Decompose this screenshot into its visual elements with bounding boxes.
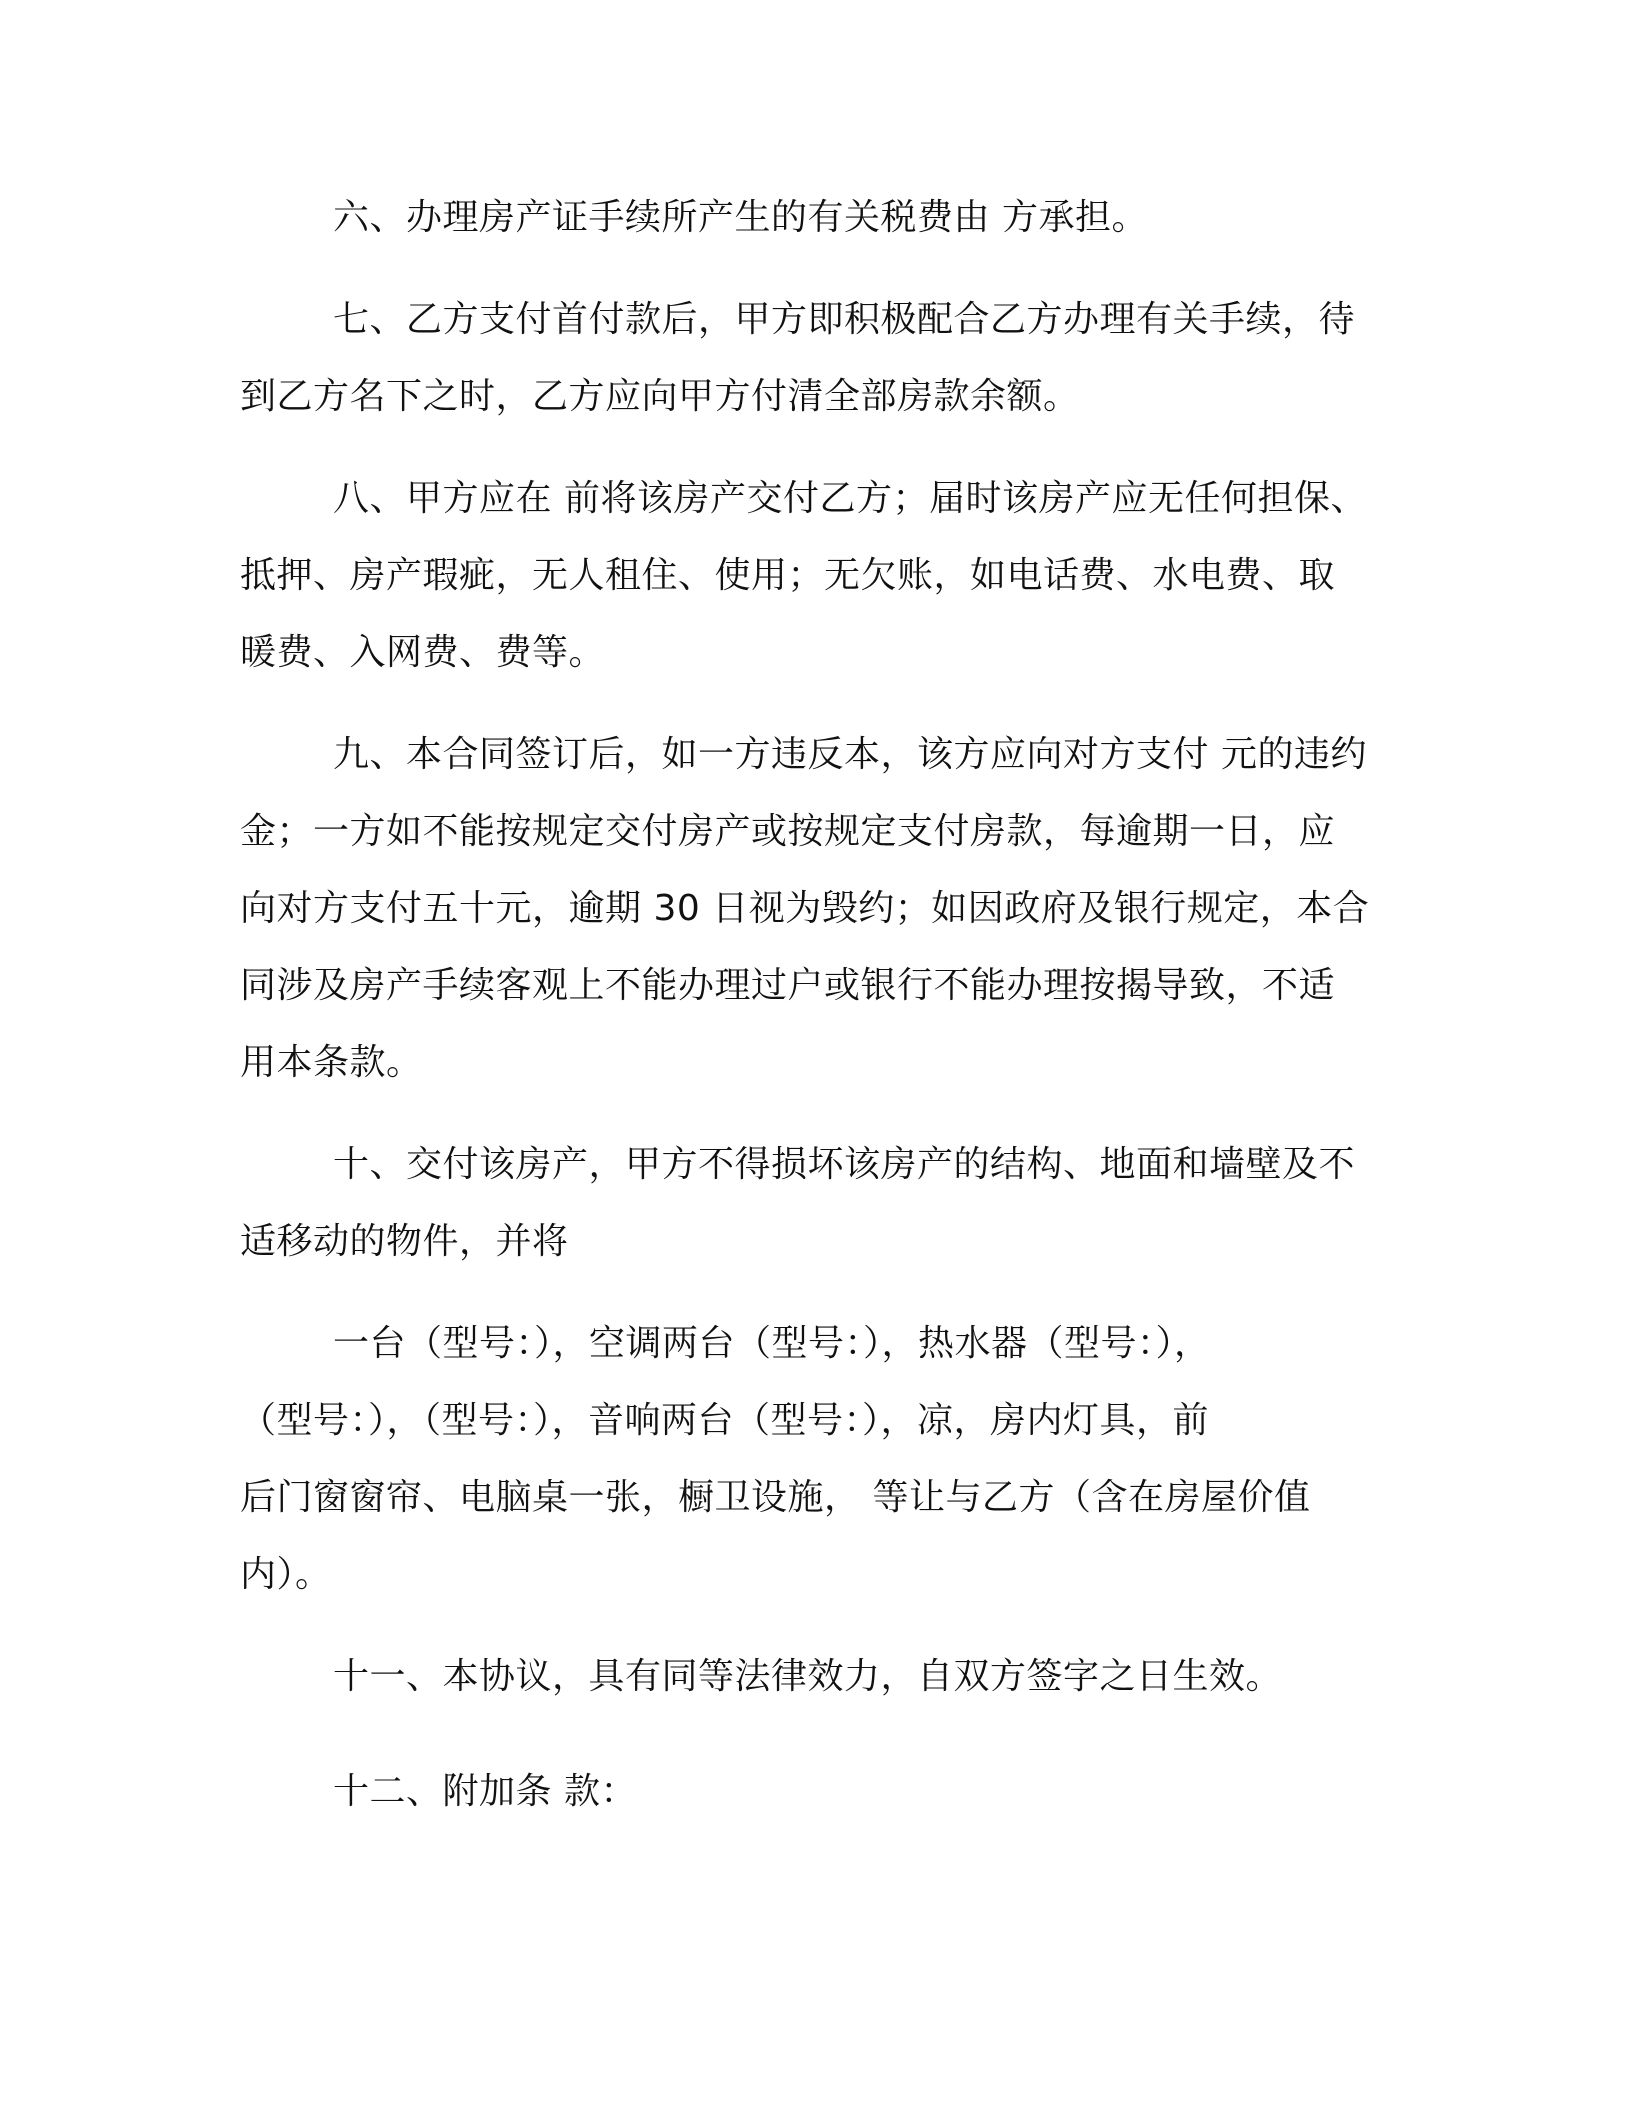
clause-10-line-2: 适移动的物件，并将 <box>240 1221 569 1262</box>
clause-10-items-line-2: （型号：），（型号：），音响两台（型号：），凉，房内灯具，前 <box>240 1400 1210 1441</box>
clause-9-line-3: 向对方支付五十元，逾期 30 日视为毁约；如因政府及银行规定，本合 <box>240 888 1370 929</box>
clause-11-line-1: 十一、本协议，具有同等法律效力，自双方签字之日生效。 <box>333 1656 1283 1697</box>
clause-8-line-3: 暖费、入网费、费等。 <box>240 632 606 673</box>
clause-12-line-1: 十二、附加条 款： <box>333 1771 637 1812</box>
clause-7-line-2: 到乙方名下之时，乙方应向甲方付清全部房款余额。 <box>240 376 1080 417</box>
clause-8-line-1: 八、甲方应在 前将该房产交付乙方；届时该房产应无任何担保、 <box>333 478 1367 519</box>
clause-10-items-line-3: 后门窗窗帘、电脑桌一张，橱卫设施， 等让与乙方（含在房屋价值 <box>240 1477 1311 1518</box>
clause-9-line-2: 金；一方如不能按规定交付房产或按规定支付房款，每逾期一日，应 <box>240 811 1336 852</box>
clause-9-line-1: 九、本合同签订后，如一方违反本，该方应向对方支付 元的违约 <box>333 734 1367 775</box>
clause-10-items-line-4: 内）。 <box>240 1554 332 1595</box>
clause-6-line-1: 六、办理房产证手续所产生的有关税费由 方承担。 <box>333 197 1148 238</box>
clause-10-line-1: 十、交付该房产，甲方不得损坏该房产的结构、地面和墙壁及不 <box>333 1144 1356 1185</box>
clause-7-line-1: 七、乙方支付首付款后，甲方即积极配合乙方办理有关手续，待 <box>333 299 1356 340</box>
clause-9-line-5: 用本条款。 <box>240 1042 423 1083</box>
clause-10-items-line-1: 一台（型号：），空调两台（型号：），热水器（型号：）， <box>333 1323 1211 1364</box>
clause-8-line-2: 抵押、房产瑕疵，无人租住、使用；无欠账，如电话费、水电费、取 <box>240 555 1336 596</box>
clause-9-line-4: 同涉及房产手续客观上不能办理过户或银行不能办理按揭导致，不适 <box>240 965 1336 1006</box>
